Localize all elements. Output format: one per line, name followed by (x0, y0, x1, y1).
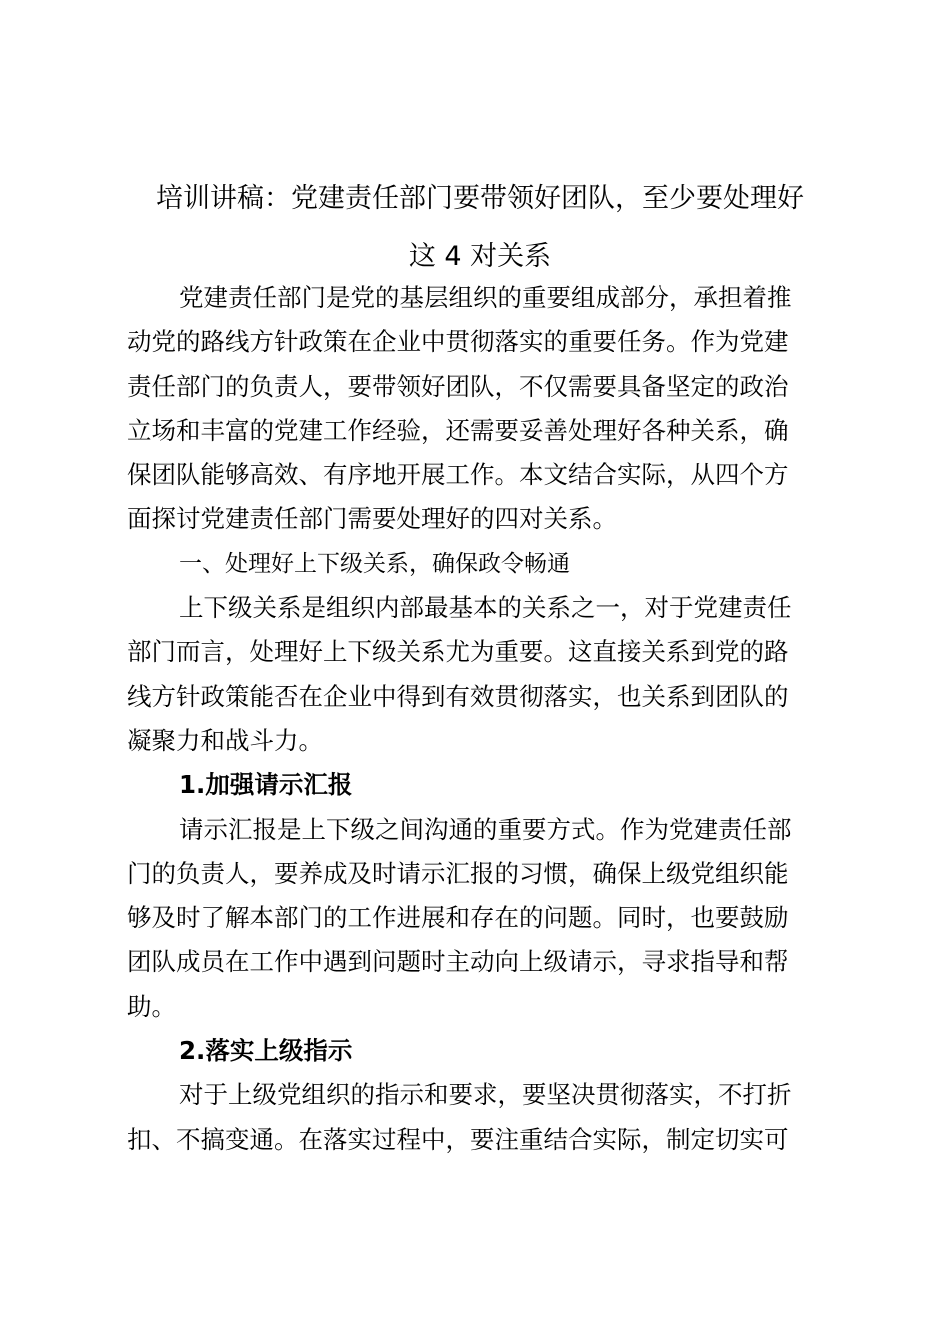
paragraph-line: 助。 (127, 991, 176, 1021)
paragraph-line: 党建责任部门是党的基层组织的重要组成部分，承担着推 (179, 283, 792, 312)
paragraph-line: 保团队能够高效、有序地开展工作。本文结合实际，从四个方 (127, 460, 789, 490)
document-body (127, 276, 847, 1162)
title-line: 这 4 对关系 (408, 241, 552, 272)
paragraph-line: 面探讨党建责任部门需要处理好的四对关系。 (127, 504, 617, 534)
subsection-heading: 1.加强请示汇报 (179, 770, 353, 800)
section-heading: 一、处理好上下级关系，确保政令畅通 (179, 550, 570, 577)
paragraph-line: 够及时了解本部门的工作进展和存在的问题。同时，也要鼓励 (127, 903, 789, 933)
paragraph-line: 请示汇报是上下级之间沟通的重要方式。作为党建责任部 (179, 814, 792, 844)
paragraph-line: 线方针政策能否在企业中得到有效贯彻落实，也关系到团队的 (127, 681, 789, 711)
document-title (100, 170, 860, 286)
paragraph-line: 动党的路线方针政策在企业中贯彻落实的重要任务。作为党建 (127, 327, 789, 357)
title-line: 培训讲稿：党建责任部门要带领好团队，至少要处理好 (156, 183, 804, 214)
paragraph-line: 责任部门的负责人，要带领好团队，不仅需要具备坚定的政治 (127, 371, 789, 401)
paragraph-line: 团队成员在工作中遇到问题时主动向上级请示，寻求指导和帮 (127, 947, 789, 977)
paragraph-line: 上下级关系是组织内部最基本的关系之一，对于党建责任 (179, 593, 792, 623)
paragraph-line: 对于上级党组织的指示和要求，要坚决贯彻落实，不打折 (179, 1080, 792, 1110)
subsection-heading: 2.落实上级指示 (179, 1036, 353, 1066)
paragraph-line: 立场和丰富的党建工作经验，还需要妥善处理好各种关系，确 (127, 415, 789, 445)
paragraph-line: 凝聚力和战斗力。 (127, 725, 323, 755)
paragraph-line: 门的负责人，要养成及时请示汇报的习惯，确保上级党组织能 (127, 858, 789, 888)
paragraph-line: 部门而言，处理好上下级关系尤为重要。这直接关系到党的路 (127, 637, 789, 667)
paragraph-line: 扣、不搞变通。在落实过程中，要注重结合实际，制定切实可 (127, 1124, 789, 1154)
